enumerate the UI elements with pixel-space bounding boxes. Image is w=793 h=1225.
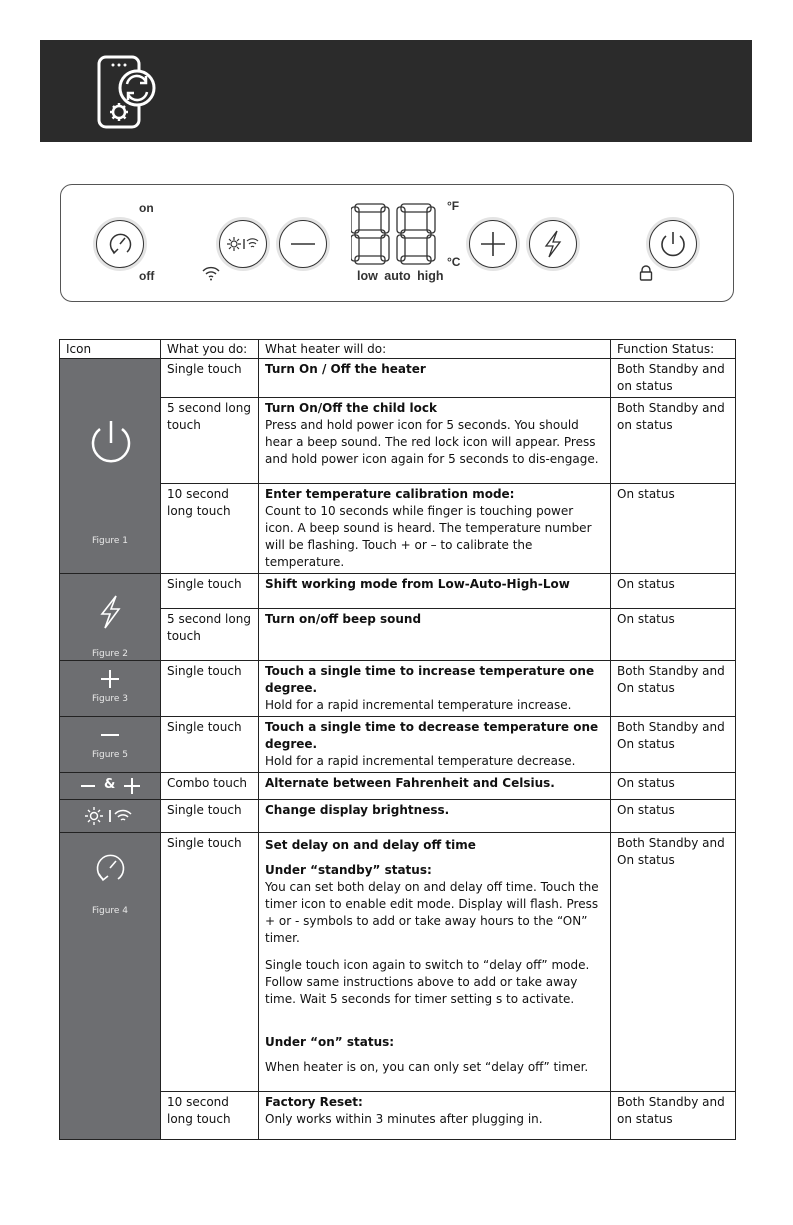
row-action: Single touch [161,359,259,398]
row-body: Only works within 3 minutes after plugging in. [265,1112,543,1126]
row-subtitle: Under “standby” status: [265,863,432,877]
table-row [60,800,736,833]
mode-labels: low auto high [357,269,444,283]
mode-icon-cell [60,574,161,661]
row-action: Single touch [161,717,259,773]
row-title: Turn on/off beep sound [265,612,422,626]
row-action: 10 second long touch [161,484,259,574]
combo-ampersand: & [104,777,116,792]
row-title: Turn On/Off the child lock [265,401,437,415]
row-body: You can set both delay on and delay off time. Touch the timer icon to enable edit mode. Display will flash. Press + or - symbols to add or take away hours to the “ON” timer. [265,880,599,945]
power-icon [85,415,137,475]
row-body: When heater is on, you can only set “delay off” timer. [265,1060,589,1074]
seven-segment-digits [351,201,437,267]
wifi-indicator-icon [201,265,221,281]
figure-1-label: Figure 1 [91,536,129,546]
row-status: Both Standby and On status [611,833,736,1092]
timer-icon [97,221,143,267]
row-body: Hold for a rapid incremental temperature increase. [265,698,572,712]
table-row [60,359,736,398]
plus-icon-cell [60,661,161,717]
brightness-icon-cell [60,800,161,833]
lightning-icon [96,594,124,630]
timer-icon [94,851,126,885]
timer-button[interactable] [96,220,144,268]
plus-icon [470,221,516,267]
row-body: Single touch icon again to switch to “delay off” mode. Follow same instructions above to add or take away time. Wait 5 seconds for timer setting s to activate. [265,958,590,1006]
row-status: On status [611,484,736,574]
row-status: Both Standby and On status [611,717,736,773]
row-action: Single touch [161,661,259,717]
row-title: Turn On / Off the heater [265,362,426,376]
figure-3-label: Figure 3 [91,694,129,704]
row-action: 10 second long touch [161,1092,259,1140]
row-title: Touch a single time to decrease temperature one degree. [265,720,599,751]
table-row [60,661,736,717]
timer-icon-cell [60,833,161,1140]
minus-icon [80,779,96,793]
row-status: On status [611,800,736,833]
minus-icon-cell [60,717,161,773]
row-title: Factory Reset: [265,1095,363,1109]
header-banner [40,40,752,142]
table-row [60,1092,736,1140]
header-icon-col: Icon [60,340,161,359]
row-title: Alternate between Fahrenheit and Celsius. [265,776,555,790]
row-title: Change display brightness. [265,803,450,817]
brightness-wifi-button[interactable] [219,220,267,268]
row-title: Enter temperature calibration mode: [265,487,515,501]
table-row [60,574,736,609]
plus-icon [123,777,141,795]
row-title: Set delay on and delay off time [265,838,476,852]
header-status-col: Function Status: [611,340,736,359]
fahrenheit-label: °F [447,199,460,213]
power-icon [650,221,696,267]
power-icon-cell [60,359,161,574]
row-status: On status [611,609,736,661]
minus-button[interactable] [279,220,327,268]
row-action: Single touch [161,574,259,609]
table-row [60,773,736,800]
plus-button[interactable] [469,220,517,268]
table-row [60,484,736,574]
table-row [60,833,736,1092]
instructions-table [59,339,736,1140]
row-subtitle: Under “on” status: [265,1035,395,1049]
figure-2-label: Figure 2 [91,649,129,659]
row-status: Both Standby and on status [611,359,736,398]
figure-4-label: Figure 4 [91,906,129,916]
minus-icon [280,221,326,267]
row-status: Both Standby and On status [611,661,736,717]
row-action: Combo touch [161,773,259,800]
minus-icon [100,727,120,743]
row-body: Hold for a rapid incremental temperature decrease. [265,754,576,768]
row-status: Both Standby and on status [611,1092,736,1140]
table-row [60,398,736,484]
header-action-col: What you do: [161,340,259,359]
celsius-label: °C [447,255,461,269]
plus-icon [100,669,120,689]
row-action: 5 second long touch [161,398,259,484]
header-result-col: What heater will do: [259,340,611,359]
lock-icon [639,265,653,281]
combo-icon-cell [60,773,161,800]
brightness-wifi-icon [84,805,138,827]
power-button[interactable] [649,220,697,268]
off-label: off [139,269,155,283]
mode-button[interactable] [529,220,577,268]
row-status: On status [611,574,736,609]
row-status: On status [611,773,736,800]
table-row [60,717,736,773]
row-action: Single touch [161,800,259,833]
table-header-row [60,340,736,359]
row-title: Shift working mode from Low-Auto-High-Low [265,577,570,591]
row-action: Single touch [161,833,259,1092]
on-label: on [139,201,154,215]
brightness-wifi-icon [220,221,266,267]
row-action: 5 second long touch [161,609,259,661]
lightning-icon [530,221,576,267]
row-body: Press and hold power icon for 5 seconds. You should hear a beep sound. The red lock icon will appear. Press and hold power icon again for 5 seconds to dis-engage. [265,418,599,466]
figure-5-label: Figure 5 [91,750,129,760]
row-body: Count to 10 seconds while finger is touching power icon. A beep sound is heard. The temperature number will be flashing. Touch + or – to calibrate the temperature. [265,504,592,569]
table-row [60,609,736,661]
control-panel-display [60,184,734,302]
row-status: Both Standby and on status [611,398,736,484]
phone-settings-sync-icon [96,54,160,130]
row-title: Touch a single time to increase temperature one degree. [265,664,595,695]
